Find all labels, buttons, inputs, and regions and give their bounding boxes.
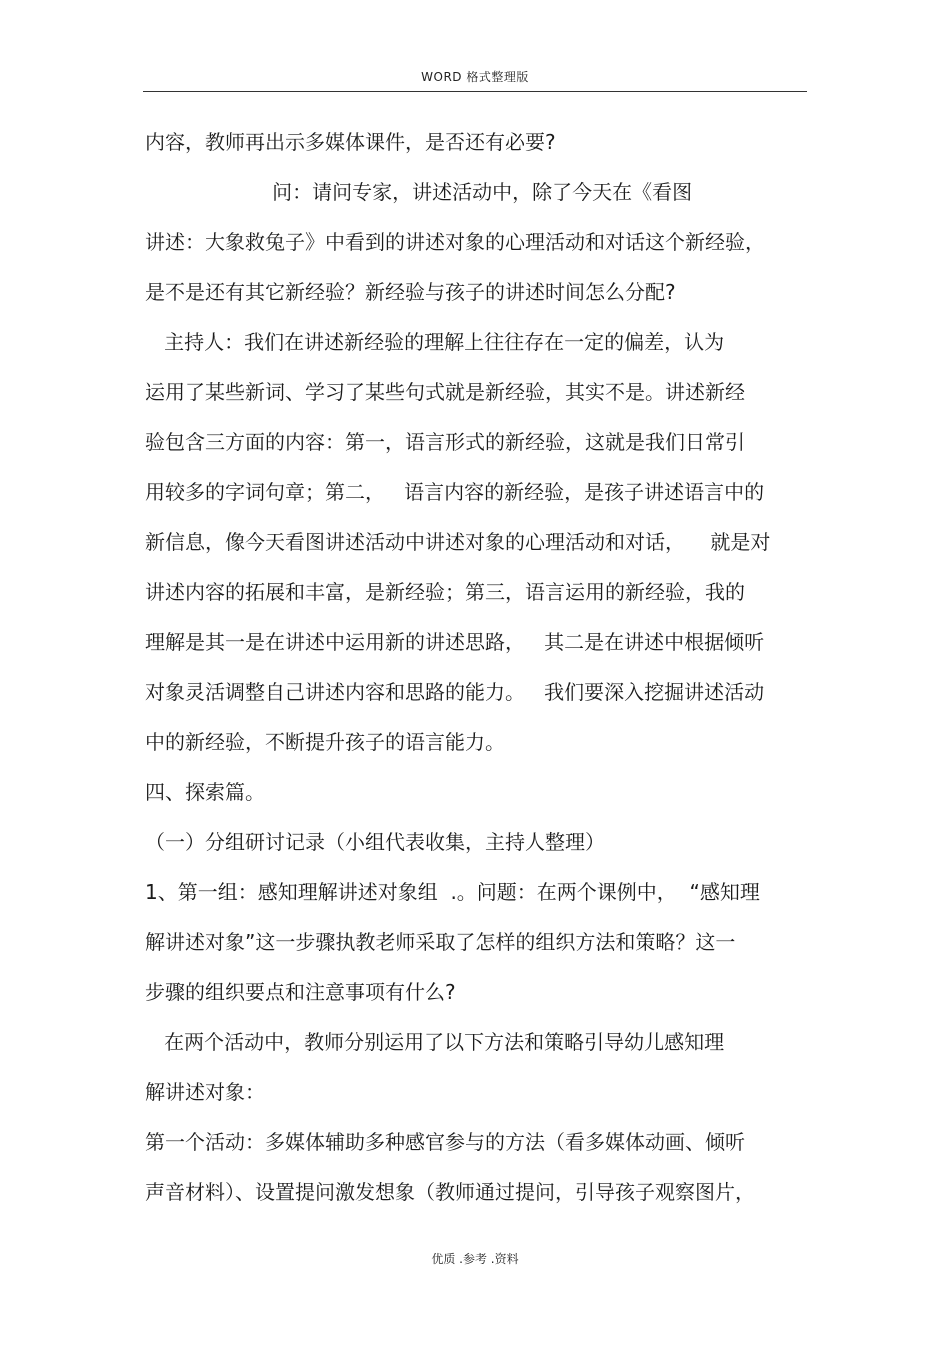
text-line: 声音材料）、设置提问激发想象（教师通过提问，引导孩子观察图片， xyxy=(145,1180,755,1204)
text-line: 解讲述对象： xyxy=(145,1080,265,1104)
text-line: 对象灵活调整自己讲述内容和思路的能力。 我们要深入挖掘讲述活动 xyxy=(145,680,765,704)
text-line: 步骤的组织要点和注意事项有什么? xyxy=(145,980,456,1004)
page-footer: 优质 .参考 .资料 xyxy=(431,1252,519,1266)
section-heading: 四、探索篇。 xyxy=(145,780,265,804)
text-line: 是不是还有其它新经验？新经验与孩子的讲述时间怎么分配? xyxy=(145,280,676,304)
text-line: 运用了某些新词、学习了某些句式就是新经验，其实不是。讲述新经 xyxy=(145,380,745,404)
text-line: 用较多的字词句章；第二， 语言内容的新经验，是孩子讲述语言中的 xyxy=(145,480,765,504)
text-line: 解讲述对象”这一步骤执教老师采取了怎样的组织方法和策略？这一 xyxy=(145,930,736,954)
text-line: 主持人：我们在讲述新经验的理解上往往存在一定的偏差，认为 xyxy=(145,330,725,354)
text-line: 讲述：大象救兔子》中看到的讲述对象的心理活动和对话这个新经验， xyxy=(145,230,765,254)
text-line: 问：请问专家，讲述活动中，除了今天在《看图 xyxy=(145,180,693,204)
text-line: 中的新经验，不断提升孩子的语言能力。 xyxy=(145,730,505,754)
subsection-heading: （一）分组研讨记录（小组代表收集，主持人整理） xyxy=(145,830,605,854)
text-line: 新信息，像今天看图讲述活动中讲述对象的心理活动和对话， 就是对 xyxy=(145,530,771,554)
text-line: 在两个活动中，教师分别运用了以下方法和策略引导幼儿感知理 xyxy=(145,1030,725,1054)
text-line: 验包含三方面的内容：第一，语言形式的新经验，这就是我们日常引 xyxy=(145,430,745,454)
text-line: 1、第一组：感知理解讲述对象组 .。问题：在两个课例中， “感知理 xyxy=(145,880,760,904)
header-divider xyxy=(143,91,807,92)
text-line: 第一个活动：多媒体辅助多种感官参与的方法（看多媒体动画、倾听 xyxy=(145,1130,745,1154)
text-line: 讲述内容的拓展和丰富，是新经验；第三，语言运用的新经验，我的 xyxy=(145,580,745,604)
header-title: WORD 格式整理版 xyxy=(421,70,529,84)
text-line: 内容，教师再出示多媒体课件，是否还有必要? xyxy=(145,130,556,154)
text-line: 理解是其一是在讲述中运用新的讲述思路， 其二是在讲述中根据倾听 xyxy=(145,630,765,654)
